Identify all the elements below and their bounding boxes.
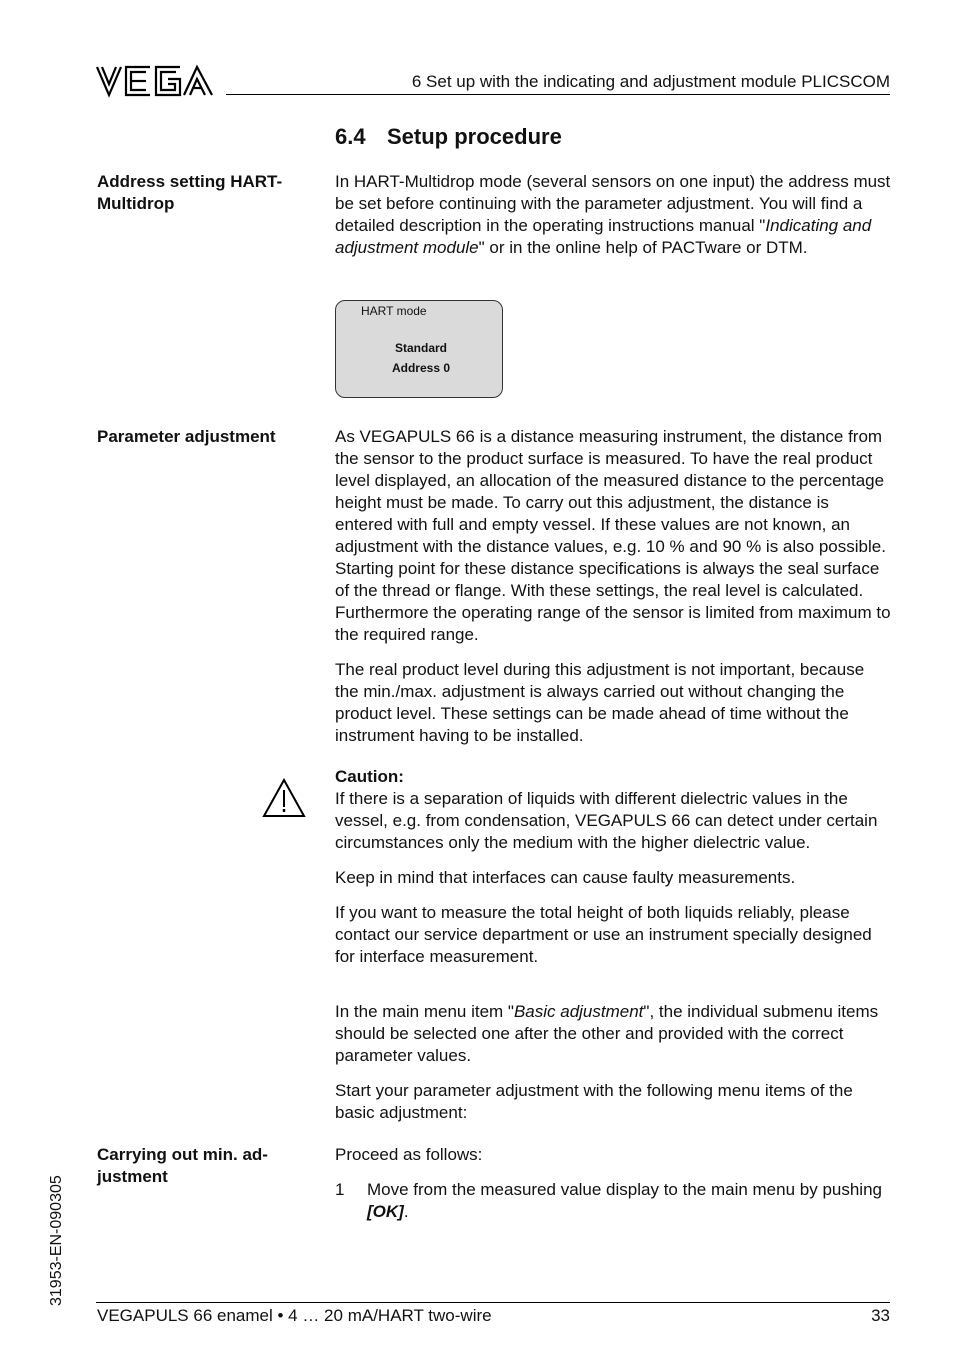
address-text-pre: In HART-Multidrop mode (several sensors on one input) the address must be set before continuing with the parameter adjustment. You will find a detailed description in the operating instructions manual " (335, 172, 891, 235)
display-title: HART mode (361, 304, 427, 318)
side-heading-address (97, 171, 307, 215)
basic-text-post: ", the individual submenu items should be selected one after the other and provided with the correct parameter values. (335, 1002, 879, 1065)
hart-mode-display (335, 300, 503, 398)
section-number: 6.4 (335, 124, 366, 149)
footer-divider (96, 1302, 890, 1303)
basic-paragraph-2: Start your parameter adjustment with the following menu items of the basic adjustment: (335, 1081, 853, 1122)
document-id: 31953-EN-090305 (48, 1175, 65, 1306)
vega-logo (96, 64, 214, 98)
basic-text-italic: Basic adjustment (513, 1002, 644, 1021)
caution-heading: Caution: (335, 767, 404, 786)
address-text-post: " or in the online help of PACTware or DTM. (478, 238, 808, 257)
parameter-paragraph-2: The real product level during this adjustment is not important, because the min./max. adjustment is always carried out without changing the product level. These settings can be made ahead of time without the instrument having to be installed. (335, 660, 865, 745)
page-number: 33 (871, 1306, 890, 1325)
side-heading-parameter: Parameter adjustment (97, 427, 276, 446)
address-text-italic: Indicating and adjustment module (335, 216, 872, 257)
min-adjustment-intro: Proceed as follows: (335, 1145, 483, 1164)
warning-triangle-icon (262, 778, 306, 818)
min-adjustment-section (335, 1144, 891, 1223)
ok-key: [OK] (367, 1202, 404, 1221)
header-divider (226, 94, 890, 95)
display-line-standard: Standard (394, 341, 447, 355)
step-text: Move from the measured value display to the main menu by pushing (367, 1180, 882, 1199)
basic-adjustment-section (335, 1001, 891, 1137)
step-number: 1 (335, 1180, 345, 1199)
chapter-header: 6 Set up with the indicating and adjustment module PLICSCOM (411, 72, 890, 91)
caution-paragraph-2: Keep in mind that interfaces can cause faulty measurements. (335, 868, 796, 887)
footer-product: VEGAPULS 66 enamel • 4 … 20 mA/HART two-wire (97, 1306, 492, 1325)
side-heading-address-line1: Address setting HART- (97, 172, 283, 191)
section-title (335, 124, 562, 150)
caution-paragraph-3: If you want to measure the total height of both liquids reliably, please contact our service department or use an instrument specially designed for interface measurement. (335, 903, 872, 966)
step-text-end: . (403, 1202, 409, 1221)
caution-section (335, 766, 891, 981)
step-item (335, 1179, 891, 1223)
address-paragraph (335, 171, 891, 272)
basic-text-pre: In the main menu item " (335, 1002, 514, 1021)
side-heading-min-line2: justment (97, 1167, 168, 1186)
section-title-text: Setup procedure (387, 124, 562, 149)
side-heading-min-line1: Carrying out min. ad- (97, 1145, 268, 1164)
parameter-section (335, 426, 891, 760)
parameter-paragraph-1: As VEGAPULS 66 is a distance measuring instrument, the distance from the sensor to the product surface is measured. To have the real product level displayed, an allocation of the measured distance to the percentage height must be made. To carry out this adjustment, the distance is entered with full and empty vessel. If these values are not known, an adjustment with the distance values, e.g. 10 % and 90 % is also possible. Starting point for these distance specifications is always the seal surface of the thread or flange. With these settings, the real level is calculated. Furthermore the operating range of the sensor is limited from maximum to the required range. (335, 427, 891, 644)
display-line-address: Address 0 (391, 361, 451, 375)
side-heading-address-line2: Multidrop (97, 194, 175, 213)
side-heading-min-adjustment (97, 1144, 307, 1188)
caution-paragraph-1: If there is a separation of liquids with different dielectric values in the vessel, e.g. from condensation, VEGAPULS 66 can detect under certain circumstances only the medium with the higher dielectric value. (335, 789, 878, 852)
